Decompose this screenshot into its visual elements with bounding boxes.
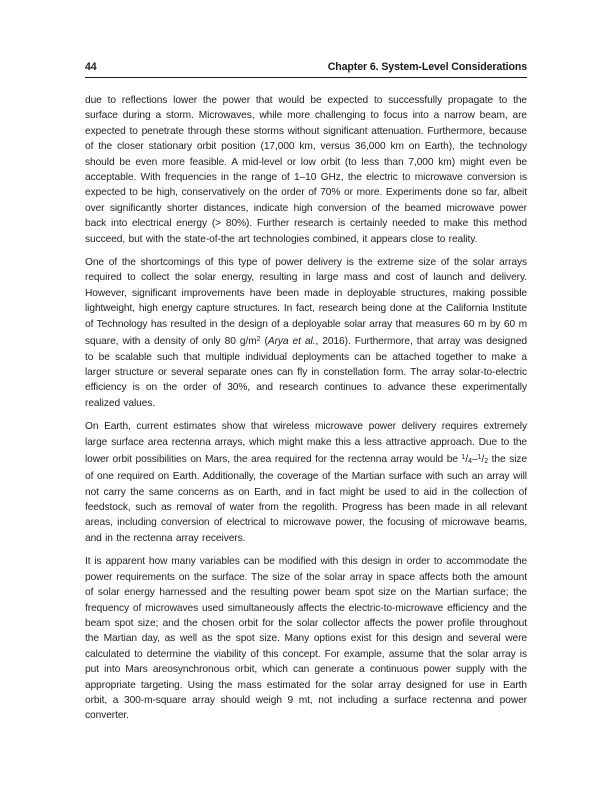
paragraph-1 xyxy=(85,93,527,247)
text-run: 4 xyxy=(468,457,472,465)
text-run: One of the shortcomings of this type of power delivery is the extreme size of the solar arrays required to collect the solar energy, resulting in large mass and cost of launch and delivery. However, significant improvements have been made in deployable structures, making possible lightweight, high energy capture structures. In fact, research being done at the California Institute of Technology has resulted in the design of a deployable solar array that measures 60 m by 60 m square, with a density of only 80 g/m xyxy=(85,257,527,348)
text-run: 1 xyxy=(477,454,482,462)
page-header xyxy=(85,61,527,78)
paragraph-4 xyxy=(85,554,527,723)
text-run: the size of one required on Earth. Additionally, the coverage of the Martian surface with such an array will not carry the same concerns as on Earth, and in fact might be used to aid in the collection of feedstock, such as removal of water from the regolith. Progress has been made in all relevant areas, including conversion of electrical to microwave power, the focusing of microwave beams, and in the rectenna array receivers. xyxy=(85,454,527,544)
paragraph-3 xyxy=(85,419,527,546)
paragraph-2 xyxy=(85,255,527,411)
text-run: due to reflections lower the power that would be expected to successfully propagate to the surface during a storm. Microwaves, while more challenging to focus into a narrow beam, are expected to penetrate through these storms without significant attenuation. Furthermore, because of the closer stationary orbit position (17,000 km, versus 36,000 km on Earth), the technology should be even more feasible. A mid-level or low orbit (to less than 7,000 km) might even be acceptable. With frequencies in the range of 1–10 GHz, the electric to microwave conversion is expected to be high, conservatively on the order of 70% or more. Experiments done so far, albeit over significantly shorter distances, indicate high conversion of the beamed microwave power back into electrical energy (> 80%). Further research is certainly needed to make this method succeed, but with the state-of-the art technologies combined, it appears close to reality. xyxy=(85,95,527,245)
text-run: 1 xyxy=(461,454,466,462)
text-run: Arya et al. xyxy=(267,336,316,348)
text-run: On Earth, current estimates show that wireless microwave power delivery requires extremely large surface area rectenna arrays, which might make this a less attractive approach. Due to the lower orbit possibilities on Mars, the area required for the rectenna array would be xyxy=(85,421,527,466)
text-run: / xyxy=(481,454,485,466)
content-column xyxy=(85,61,527,732)
text-run: / xyxy=(465,454,469,466)
text-run: , 2016). Furthermore, that array was designed to be scalable such that multiple individual deployments can be attached together to make a larger structure or several separate ones can fly in constellation form. The array solar-to-electric efficiency is on the order of 30%, and research continues to advance these experimentally realized values. xyxy=(85,336,528,409)
chapter-title: Chapter 6. System-Level Considerations xyxy=(327,61,527,73)
text-run: ( xyxy=(260,336,268,348)
text-run: 2 xyxy=(484,457,489,465)
page-body xyxy=(85,93,527,724)
text-run: 2 xyxy=(256,336,261,344)
text-run: – xyxy=(472,454,478,466)
page-number: 44 xyxy=(85,61,97,73)
text-run: It is apparent how many variables can be modified with this design in order to accommodate the power requirements on the surface. The size of the solar array in space affects both the amount of solar energy harnessed and the resulting power beam spot size on the Martian surface; the frequency of microwaves used simultaneously affects the electric-to-microwave efficiency and the beam spot size; and the chosen orbit for the solar collector affects the power profile throughout the Martian day, as well as the spot size. Many options exist for this design and several were calculated to determine the viability of this concept. For example, assume that the solar array is put into Mars areosynchronous orbit, which can generate a continuous power supply with the appropriate targeting. Using the mass estimated for the solar array designed for use in Earth orbit, a 300-m-square array should weigh 9 mt, not including a surface rectenna and power converter. xyxy=(85,556,527,722)
